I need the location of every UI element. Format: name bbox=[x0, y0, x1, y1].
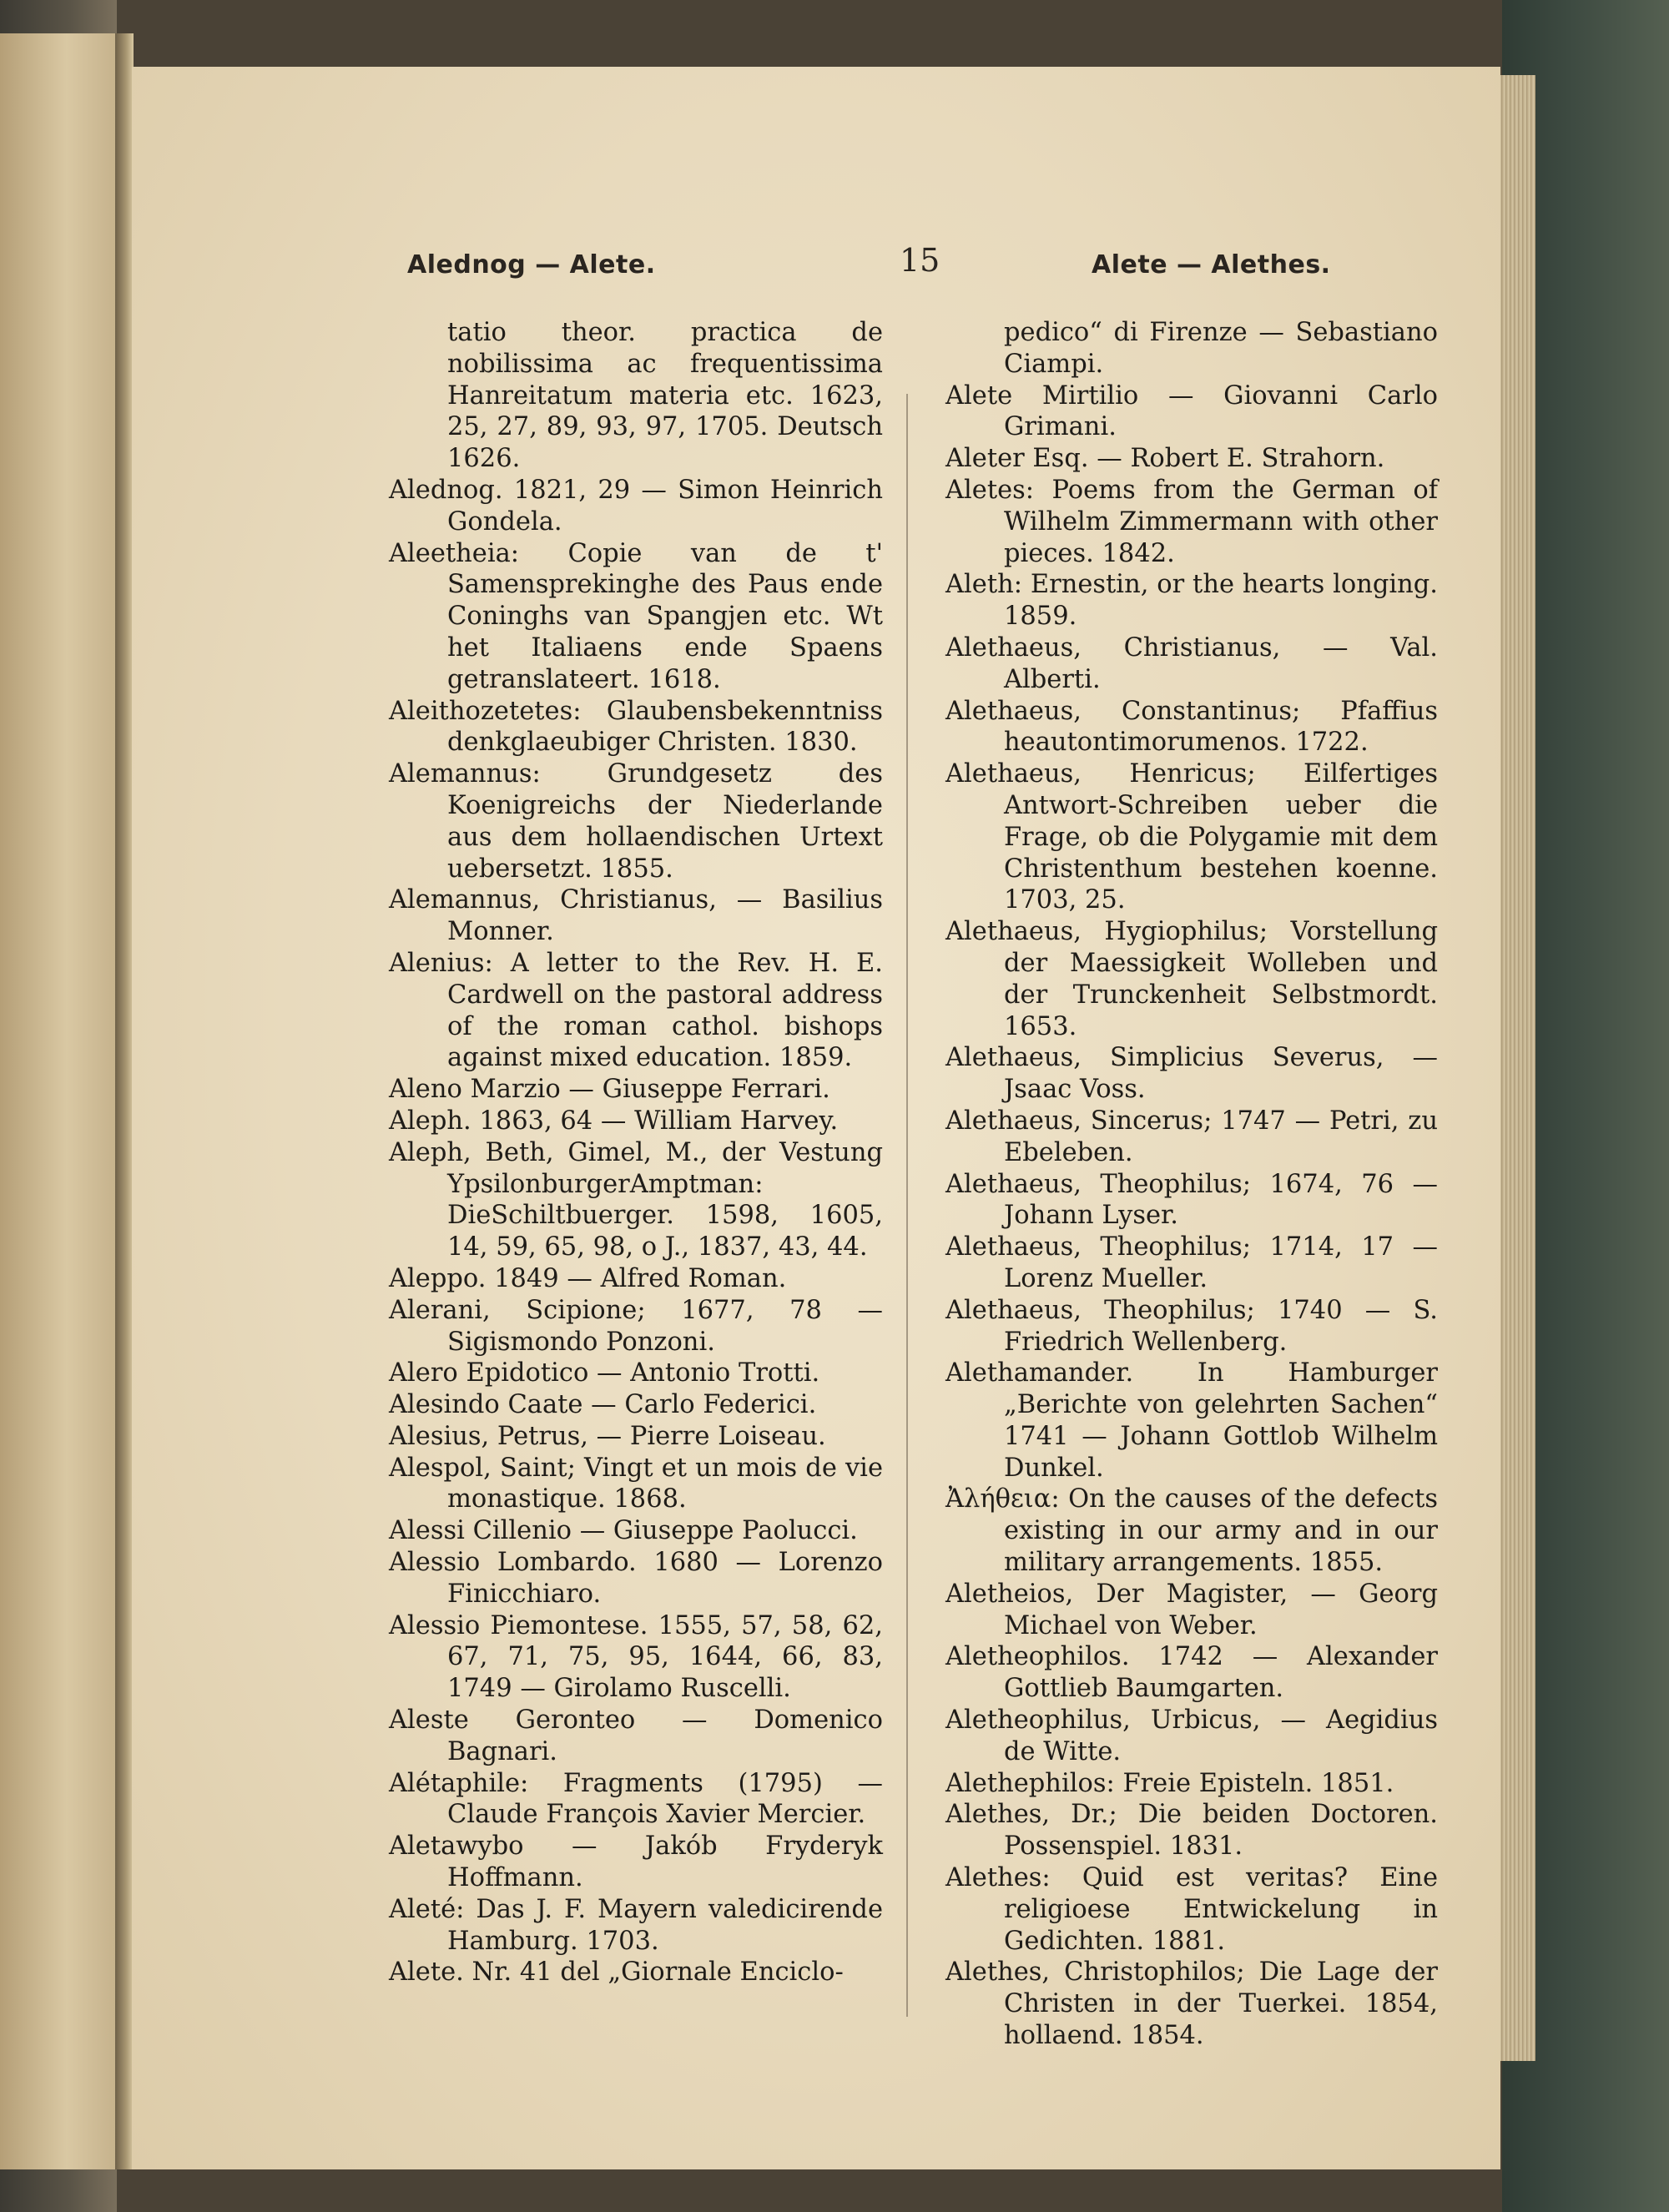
entry: Alethes: Quid est veritas? Eine religioese Entwickelung in Gedichten. 1881. bbox=[945, 1863, 1438, 1956]
entry: Alemannus, Christianus, — Basilius Monner. bbox=[389, 885, 883, 947]
entry: Aletes: Poems from the German of Wilhelm Zimmermann with other pieces. 1842. bbox=[945, 475, 1438, 568]
entry: Alednog. 1821, 29 — Simon Heinrich Gondela. bbox=[389, 475, 883, 537]
page-number: 15 bbox=[900, 242, 940, 279]
entry: Alenius: A letter to the Rev. H. E. Cardwell on the pastoral address of the roman cathol. bishops against mixed education. 1859. bbox=[389, 948, 883, 1073]
entry: Aletawybo — Jakób Fryderyk Hoffmann. bbox=[389, 1832, 883, 1893]
entry: Alethaeus, Christianus, — Val. Alberti. bbox=[945, 632, 1438, 694]
running-head-right: Alete — Alethes. bbox=[1092, 250, 1331, 280]
entry: Alethaeus, Hygiophilus; Vorstellung der Maessigkeit Wolleben und der Trunckenheit Selbstmordt. 1653. bbox=[945, 917, 1438, 1041]
entry: Alesindo Caate — Carlo Federici. bbox=[389, 1390, 817, 1420]
entry: Alethaeus, Simplicius Severus, — Jsaac Voss. bbox=[945, 1043, 1438, 1105]
entry: Alethaeus, Henricus; Eilfertiges Antwort-Schreiben ueber die Frage, ob die Polygamie mit dem Christenthum bestehen koenne. 1703, 25. bbox=[945, 759, 1438, 915]
entry: Aleph. 1863, 64 — William Harvey. bbox=[389, 1106, 839, 1136]
book-gutter bbox=[115, 33, 134, 2169]
entry: Aleter Esq. — Robert E. Strahorn. bbox=[945, 444, 1385, 474]
book-page bbox=[132, 67, 1500, 2169]
entry: Aleth: Ernestin, or the hearts longing. 1859. bbox=[945, 570, 1438, 632]
entry: Alemannus: Grundgesetz des Koenigreichs der Niederlande aus dem hollaendischen Urtext uebersetzt. 1855. bbox=[389, 759, 883, 884]
entry: Alethaeus, Sincerus; 1747 — Petri, zu Ebeleben. bbox=[945, 1106, 1438, 1167]
left-column bbox=[389, 317, 883, 1988]
entry: Alethephilos: Freie Episteln. 1851. bbox=[945, 1768, 1394, 1798]
entry: Alessi Cillenio — Giuseppe Paolucci. bbox=[389, 1516, 858, 1546]
entry: Aletheios, Der Magister, — Georg Michael von Weber. bbox=[945, 1579, 1438, 1640]
entry: Alethaeus, Theophilus; 1714, 17 — Lorenz Mueller. bbox=[945, 1232, 1438, 1293]
entry: Aleph, Beth, Gimel, M., der Vestung YpsilonburgerAmptman: DieSchiltbuerger. 1598, 1605, 14, 59, 65, 98, o J., 1837, 43, 44. bbox=[389, 1137, 883, 1262]
entry: Aletheophilus, Urbicus, — Aegidius de Witte. bbox=[945, 1706, 1438, 1766]
entry: Aleppo. 1849 — Alfred Roman. bbox=[389, 1263, 787, 1293]
entry: Alethaeus, Constantinus; Pfaffius heautontimorumenos. 1722. bbox=[945, 696, 1438, 758]
column-divider bbox=[906, 394, 908, 2017]
entry: Alespol, Saint; Vingt et un mois de vie monastique. 1868. bbox=[389, 1453, 883, 1514]
entry: Alete. Nr. 41 del „Giornale Enciclo- bbox=[389, 1958, 844, 1988]
entry: Alethamander. In Hamburger „Berichte von gelehrten Sachen“ 1741 — Johann Gottlob Wilhelm Dunkel. bbox=[945, 1358, 1438, 1483]
entry: Alethaeus, Theophilus; 1740 — S. Friedrich Wellenberg. bbox=[945, 1295, 1438, 1357]
right-column bbox=[945, 317, 1438, 2052]
entry: Alethes, Dr.; Die beiden Doctoren. Possenspiel. 1831. bbox=[945, 1800, 1438, 1862]
entry: Alessio Lombardo. 1680 — Lorenzo Finicchiaro. bbox=[389, 1548, 883, 1609]
entry: Aletheophilos. 1742 — Alexander Gottlieb Baumgarten. bbox=[945, 1642, 1438, 1704]
entry: Alétaphile: Fragments (1795) — Claude François Xavier Mercier. bbox=[389, 1768, 883, 1830]
entry: Alero Epidotico — Antonio Trotti. bbox=[389, 1358, 820, 1388]
facing-page-edge bbox=[0, 33, 123, 2169]
entry: Ἀλήθεια: On the causes of the defects existing in our army and in our military arrangements. 1855. bbox=[945, 1484, 1438, 1578]
entry: Alete Mirtilio — Giovanni Carlo Grimani. bbox=[945, 380, 1438, 442]
entry: Aleté: Das J. F. Mayern valedicirende Hamburg. 1703. bbox=[389, 1894, 883, 1956]
entry: Alethaeus, Theophilus; 1674, 76 — Johann Lyser. bbox=[945, 1169, 1438, 1231]
entry: Aleste Geronteo — Domenico Bagnari. bbox=[389, 1706, 883, 1766]
running-head-left: Alednog — Alete. bbox=[407, 250, 656, 280]
entry: Alesius, Petrus, — Pierre Loiseau. bbox=[389, 1421, 826, 1451]
entry: Alerani, Scipione; 1677, 78 — Sigismondo Ponzoni. bbox=[389, 1295, 883, 1357]
entry: Aleetheia: Copie van de t' Samensprekinghe des Paus ende Coninghs van Spangjen etc. Wt het Italiaens ende Spaens getranslateert. 1618. bbox=[389, 538, 883, 694]
entry: pedico“ di Firenze — Sebastiano Ciampi. bbox=[1004, 318, 1438, 379]
entry: tatio theor. practica de nobilissima ac frequentissima Hanreitatum materia etc. 1623, 25, 27, 89, 93, 97, 1705. Deutsch 1626. bbox=[447, 318, 883, 474]
entry: Aleno Marzio — Giuseppe Ferrari. bbox=[389, 1075, 830, 1105]
entry: Alessio Piemontese. 1555, 57, 58, 62, 67, 71, 75, 95, 1644, 66, 83, 1749 — Girolamo Ruscelli. bbox=[389, 1610, 883, 1704]
entry: Aleithozetetes: Glaubensbekenntniss denkglaeubiger Christen. 1830. bbox=[389, 696, 883, 758]
entry: Alethes, Christophilos; Die Lage der Christen in der Tuerkei. 1854, hollaend. 1854. bbox=[945, 1958, 1438, 2051]
